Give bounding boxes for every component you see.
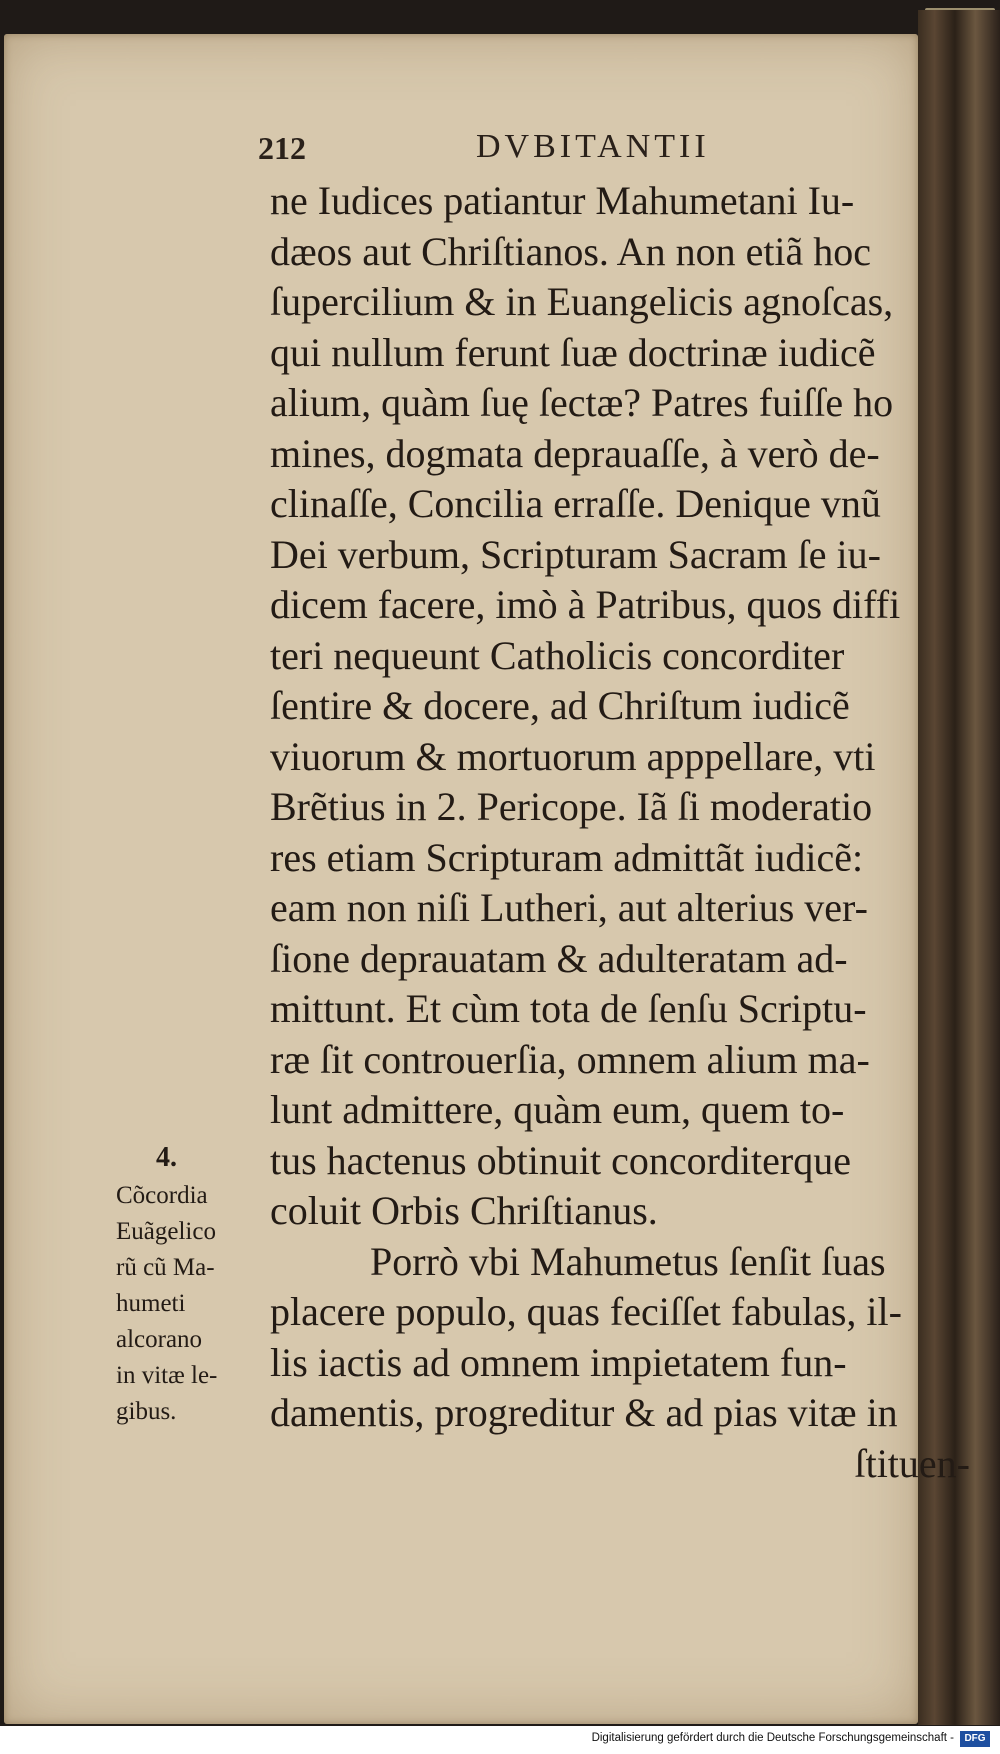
text-line: ne Iudices patiantur Mahumetani Iu- — [270, 178, 855, 223]
text-line: qui nullum ferunt ſuæ doctrinæ iudicẽ — [270, 329, 876, 375]
dfg-logo-icon: DFG — [960, 1731, 990, 1747]
text-line: Dei verbum, Scripturam Sacram ſe iu- — [270, 531, 881, 577]
funding-notice: Digitalisierung gefördert durch die Deutsche Forschungsgemeinschaft - — [591, 1732, 954, 1744]
text-line: ſentire & docere, ad Chriſtum iudicẽ — [270, 683, 850, 728]
text-line: teri nequeunt Catholicis concorditer — [270, 632, 845, 678]
text-line: damentis, progreditur & ad pias vitæ in — [270, 1390, 898, 1435]
text-line: ræ ſit controuerſia, omnem alium ma- — [270, 1036, 870, 1082]
text-line: lis iactis ad omnem impietatem fun- — [270, 1339, 847, 1385]
text-line: alium, quàm ſuę ſectæ? Patres fuiſſe ho — [270, 380, 894, 425]
text-line: Brẽtius in 2. Pericope. Iã ſi moderatio — [270, 784, 873, 829]
text-line: ſupercilium & in Euangelicis agnoſcas, — [270, 279, 894, 324]
text-line: viuorum & mortuorum apppellare, vti — [270, 733, 876, 779]
footer-bar — [0, 1726, 1000, 1754]
text-line: mines, dogmata deprauaſſe, à verò de- — [270, 430, 880, 476]
page-number: 212 — [258, 130, 306, 166]
margin-note-number: 4. — [156, 1142, 177, 1173]
margin-note-line: alcorano — [116, 1326, 203, 1353]
text-line: dæos aut Chriſtianos. An non etiã hoc — [270, 228, 872, 274]
paragraph-start-line: Porrò vbi Mahumetus ſenſit ſuas — [370, 1238, 886, 1284]
margin-note — [116, 1140, 266, 1430]
text-line: res etiam Scripturam admittãt iudicẽ: — [270, 834, 864, 880]
text-line: lunt admittere, quàm eum, quem to- — [270, 1087, 845, 1132]
text-line: tus hactenus obtinuit concorditerque — [270, 1137, 851, 1183]
margin-note-line: Euãgelico — [116, 1218, 216, 1245]
margin-note-line: rũ cũ Ma- — [116, 1254, 215, 1281]
text-line: coluit Orbis Chriſtianus. — [270, 1188, 658, 1233]
margin-note-line: in vitæ le- — [116, 1362, 218, 1389]
catchword: ſtituen- — [854, 1440, 970, 1486]
running-head — [258, 128, 898, 168]
margin-note-line: gibus. — [116, 1398, 177, 1425]
text-line: ſione deprauatam & adulteratam ad- — [270, 935, 848, 981]
margin-note-line: humeti — [116, 1290, 186, 1317]
text-line: mittunt. Et cùm tota de ſenſu Scriptu- — [270, 986, 867, 1031]
text-line: placere populo, quas feciſſet fabulas, il- — [270, 1289, 902, 1334]
text-line: dicem facere, imò à Patribus, quos diffi — [270, 582, 901, 627]
text-line: clinaſſe, Concilia erraſſe. Denique vnũ — [270, 481, 881, 526]
text-line: eam non niſi Lutheri, aut alterius ver- — [270, 885, 868, 930]
running-head-title: DVBITANTII — [476, 128, 710, 165]
margin-note-line: Cõcordia — [116, 1182, 208, 1209]
body-text — [270, 176, 990, 1489]
